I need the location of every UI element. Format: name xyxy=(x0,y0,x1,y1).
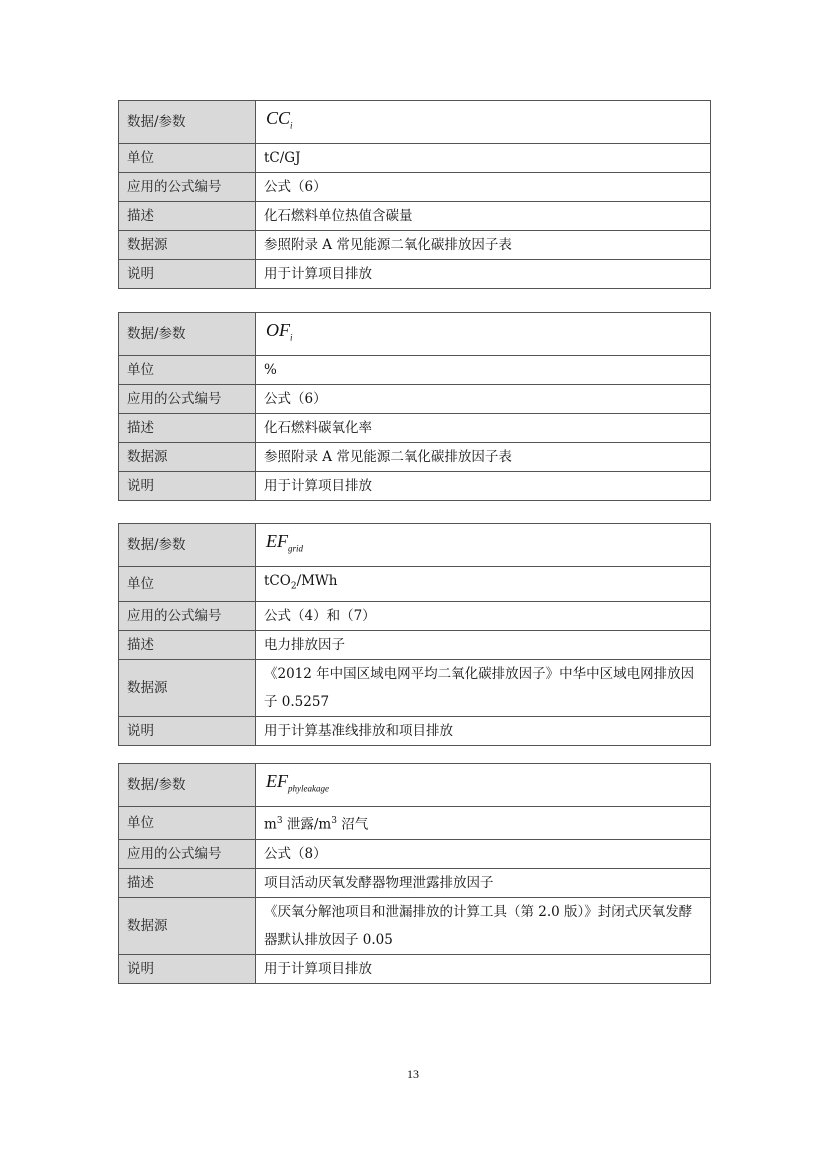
row-value: 用于计算项目排放 xyxy=(256,260,711,289)
parameter-table-cc xyxy=(118,100,711,289)
parameter-symbol xyxy=(256,313,711,356)
row-value: 公式（4）和（7） xyxy=(256,601,711,630)
row-label: 数据/参数 xyxy=(119,313,256,356)
symbol-main: OF xyxy=(266,320,290,341)
row-label: 应用的公式编号 xyxy=(119,385,256,414)
row-label: 描述 xyxy=(119,202,256,231)
row-value: 《2012 年中国区域电网平均二氧化碳排放因子》中华中区域电网排放因子 0.5257 xyxy=(256,659,711,716)
unit-text: 泄露/m xyxy=(282,816,332,833)
table-row xyxy=(119,385,711,414)
row-value: 公式（6） xyxy=(256,385,711,414)
unit-superscript: 3 xyxy=(276,816,283,826)
table-row xyxy=(119,202,711,231)
table-row xyxy=(119,414,711,443)
row-value xyxy=(256,807,711,840)
row-value: 项目活动厌氧发酵器物理泄露排放因子 xyxy=(256,868,711,897)
table-row xyxy=(119,764,711,807)
row-label: 单位 xyxy=(119,144,256,173)
table-row xyxy=(119,567,711,602)
table-row xyxy=(119,231,711,260)
row-label: 应用的公式编号 xyxy=(119,601,256,630)
row-label: 数据源 xyxy=(119,231,256,260)
row-label: 说明 xyxy=(119,954,256,983)
table-row xyxy=(119,659,711,716)
row-label: 数据/参数 xyxy=(119,764,256,807)
row-label: 应用的公式编号 xyxy=(119,173,256,202)
table-row xyxy=(119,144,711,173)
row-value: 参照附录 A 常见能源二氧化碳排放因子表 xyxy=(256,231,711,260)
row-value: 用于计算项目排放 xyxy=(256,472,711,501)
symbol-subscript: grid xyxy=(288,543,304,554)
unit-text: 沼气 xyxy=(336,816,369,833)
row-label: 单位 xyxy=(119,356,256,385)
row-value: 用于计算项目排放 xyxy=(256,954,711,983)
symbol-subscript: i xyxy=(290,332,293,343)
table-row xyxy=(119,716,711,745)
unit-subscript: 2 xyxy=(290,581,297,592)
row-label: 数据源 xyxy=(119,659,256,716)
row-label: 数据/参数 xyxy=(119,524,256,567)
symbol-subscript: phyleakage xyxy=(288,783,329,794)
table-row xyxy=(119,601,711,630)
table-row xyxy=(119,260,711,289)
parameter-table-ef-grid xyxy=(118,523,711,746)
row-label: 说明 xyxy=(119,716,256,745)
symbol-main: EF xyxy=(266,531,288,552)
row-value: 《厌氧分解池项目和泄漏排放的计算工具（第 2.0 版）》封闭式厌氧发酵器默认排放因子 0.05 xyxy=(256,897,711,954)
parameter-table-of xyxy=(118,312,711,501)
table-row xyxy=(119,443,711,472)
parameter-symbol xyxy=(256,524,711,567)
table-row xyxy=(119,954,711,983)
table-row xyxy=(119,472,711,501)
unit-text: m xyxy=(264,816,277,833)
table-row xyxy=(119,868,711,897)
row-value: 化石燃料碳氧化率 xyxy=(256,414,711,443)
row-label: 单位 xyxy=(119,567,256,602)
table-row xyxy=(119,807,711,840)
row-value: 用于计算基准线排放和项目排放 xyxy=(256,716,711,745)
unit-text: /MWh xyxy=(296,573,338,589)
row-label: 单位 xyxy=(119,807,256,840)
table-row xyxy=(119,101,711,144)
row-label: 描述 xyxy=(119,414,256,443)
row-label: 说明 xyxy=(119,472,256,501)
row-value xyxy=(256,567,711,602)
row-value: 公式（6） xyxy=(256,173,711,202)
table-row xyxy=(119,897,711,954)
row-value: 公式（8） xyxy=(256,839,711,868)
table-row xyxy=(119,356,711,385)
symbol-subscript: i xyxy=(290,120,293,131)
row-label: 描述 xyxy=(119,868,256,897)
symbol-main: CC xyxy=(266,108,291,129)
symbol-main: EF xyxy=(266,771,288,792)
parameter-symbol xyxy=(256,764,711,807)
row-value: % xyxy=(256,356,711,385)
table-row xyxy=(119,173,711,202)
table-row xyxy=(119,524,711,567)
parameter-symbol xyxy=(256,101,711,144)
parameter-table-ef-phyleakage xyxy=(118,763,711,984)
row-label: 数据源 xyxy=(119,897,256,954)
unit-superscript: 3 xyxy=(331,816,337,826)
table-row xyxy=(119,313,711,356)
table-row xyxy=(119,630,711,659)
page-number: 13 xyxy=(407,1067,419,1081)
row-label: 描述 xyxy=(119,630,256,659)
unit-text: tCO xyxy=(264,573,291,589)
row-value: 参照附录 A 常见能源二氧化碳排放因子表 xyxy=(256,443,711,472)
row-label: 应用的公式编号 xyxy=(119,839,256,868)
row-value: tC/GJ xyxy=(256,144,711,173)
row-value: 化石燃料单位热值含碳量 xyxy=(256,202,711,231)
row-label: 数据源 xyxy=(119,443,256,472)
table-row xyxy=(119,839,711,868)
row-label: 说明 xyxy=(119,260,256,289)
row-label: 数据/参数 xyxy=(119,101,256,144)
row-value: 电力排放因子 xyxy=(256,630,711,659)
